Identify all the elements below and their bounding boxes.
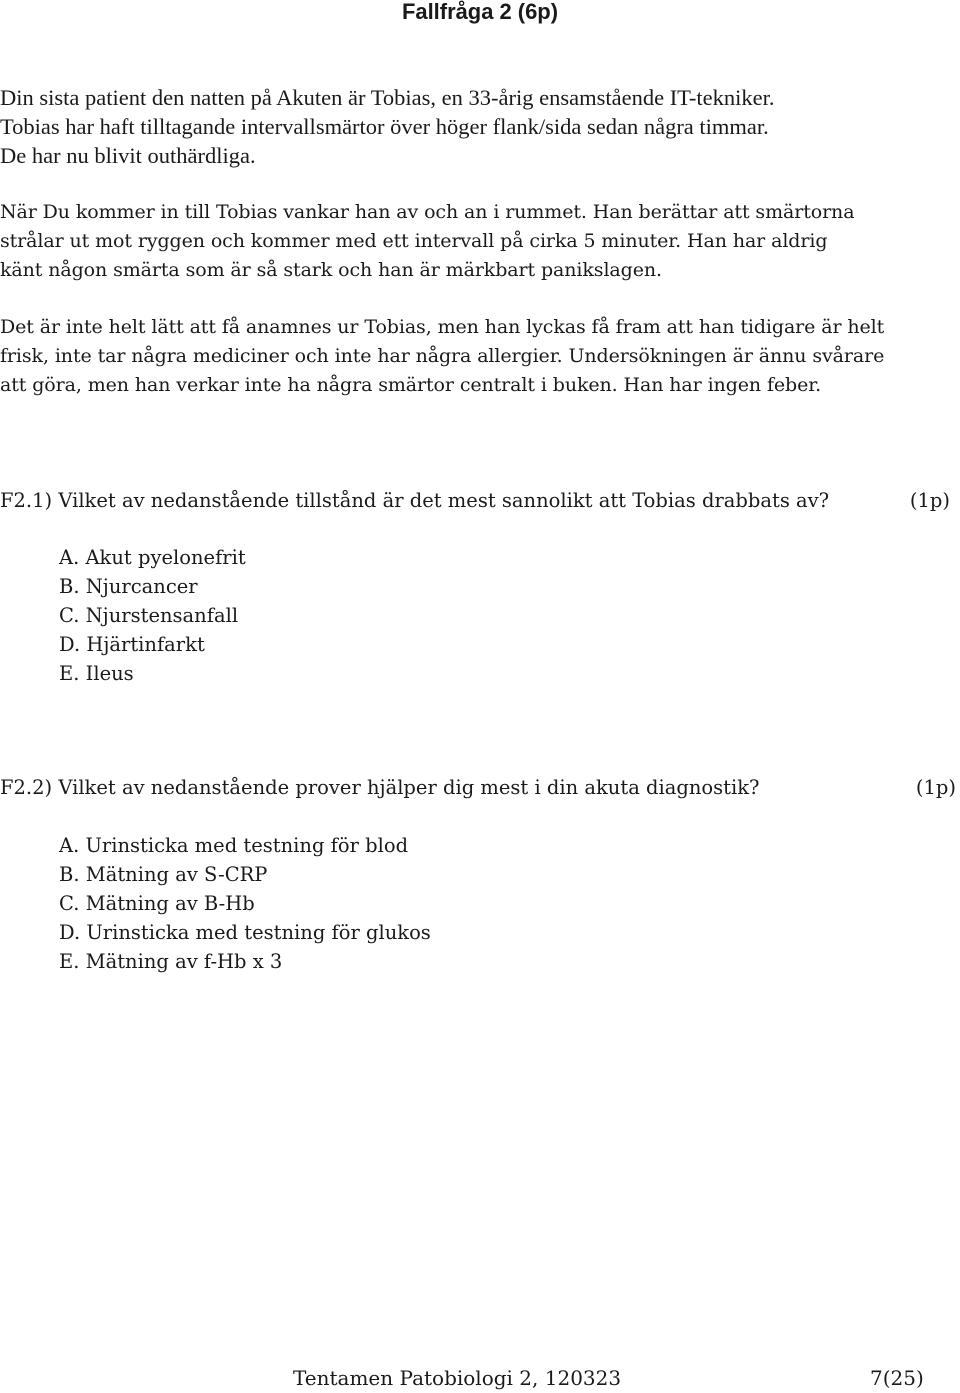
answer-option: A. Akut pyelonefrit xyxy=(59,546,246,569)
question-text: F2.2) Vilket av nedanstående prover hjälper dig mest i din akuta diagnostik? xyxy=(0,776,760,799)
paragraph-line: Det är inte helt lätt att få anamnes ur Tobias, men han lyckas få fram att han tidigare är helt xyxy=(0,316,885,338)
section-title: Fallfråga 2 (6p) xyxy=(401,0,559,24)
paragraph-line: När Du kommer in till Tobias vankar han av och an i rummet. Han berättar att smärtorna xyxy=(0,201,855,223)
answer-option: B. Mätning av S-CRP xyxy=(59,863,268,886)
answer-option: E. Ileus xyxy=(59,662,134,685)
intro-line: Tobias har haft tilltagande intervallsmärtor över höger flank/sida sedan några timmar. xyxy=(0,114,769,139)
footer-course: Tentamen Patobiologi 2, 120323 xyxy=(293,1366,622,1390)
answer-option: C. Mätning av B-Hb xyxy=(59,892,255,915)
question-points: (1p) xyxy=(909,489,950,512)
intro-line: Din sista patient den natten på Akuten är Tobias, en 33-årig ensamstående IT-tekniker. xyxy=(0,85,775,110)
answer-option: B. Njurcancer xyxy=(59,575,198,598)
question-text: F2.1) Vilket av nedanstående tillstånd är det mest sannolikt att Tobias drabbats av? xyxy=(0,489,830,512)
answer-option: A. Urinsticka med testning för blod xyxy=(59,834,409,857)
footer-page-number: 7(25) xyxy=(870,1366,924,1390)
paragraph-line: att göra, men han verkar inte ha några smärtor centralt i buken. Han har ingen feber. xyxy=(0,374,822,396)
question-points: (1p) xyxy=(915,776,956,799)
answer-option: E. Mätning av f-Hb x 3 xyxy=(59,950,283,973)
answer-option: D. Urinsticka med testning för glukos xyxy=(59,921,431,944)
answer-option: D. Hjärtinfarkt xyxy=(59,633,205,656)
paragraph-line: frisk, inte tar några mediciner och inte har några allergier. Undersökningen är ännu svårare xyxy=(0,345,885,367)
intro-line: De har nu blivit outhärdliga. xyxy=(0,143,256,168)
paragraph-line: strålar ut mot ryggen och kommer med ett intervall på cirka 5 minuter. Han har aldrig xyxy=(0,230,828,252)
paragraph-line: känt någon smärta som är så stark och han är märkbart panikslagen. xyxy=(0,259,662,281)
answer-option: C. Njurstensanfall xyxy=(59,604,239,627)
